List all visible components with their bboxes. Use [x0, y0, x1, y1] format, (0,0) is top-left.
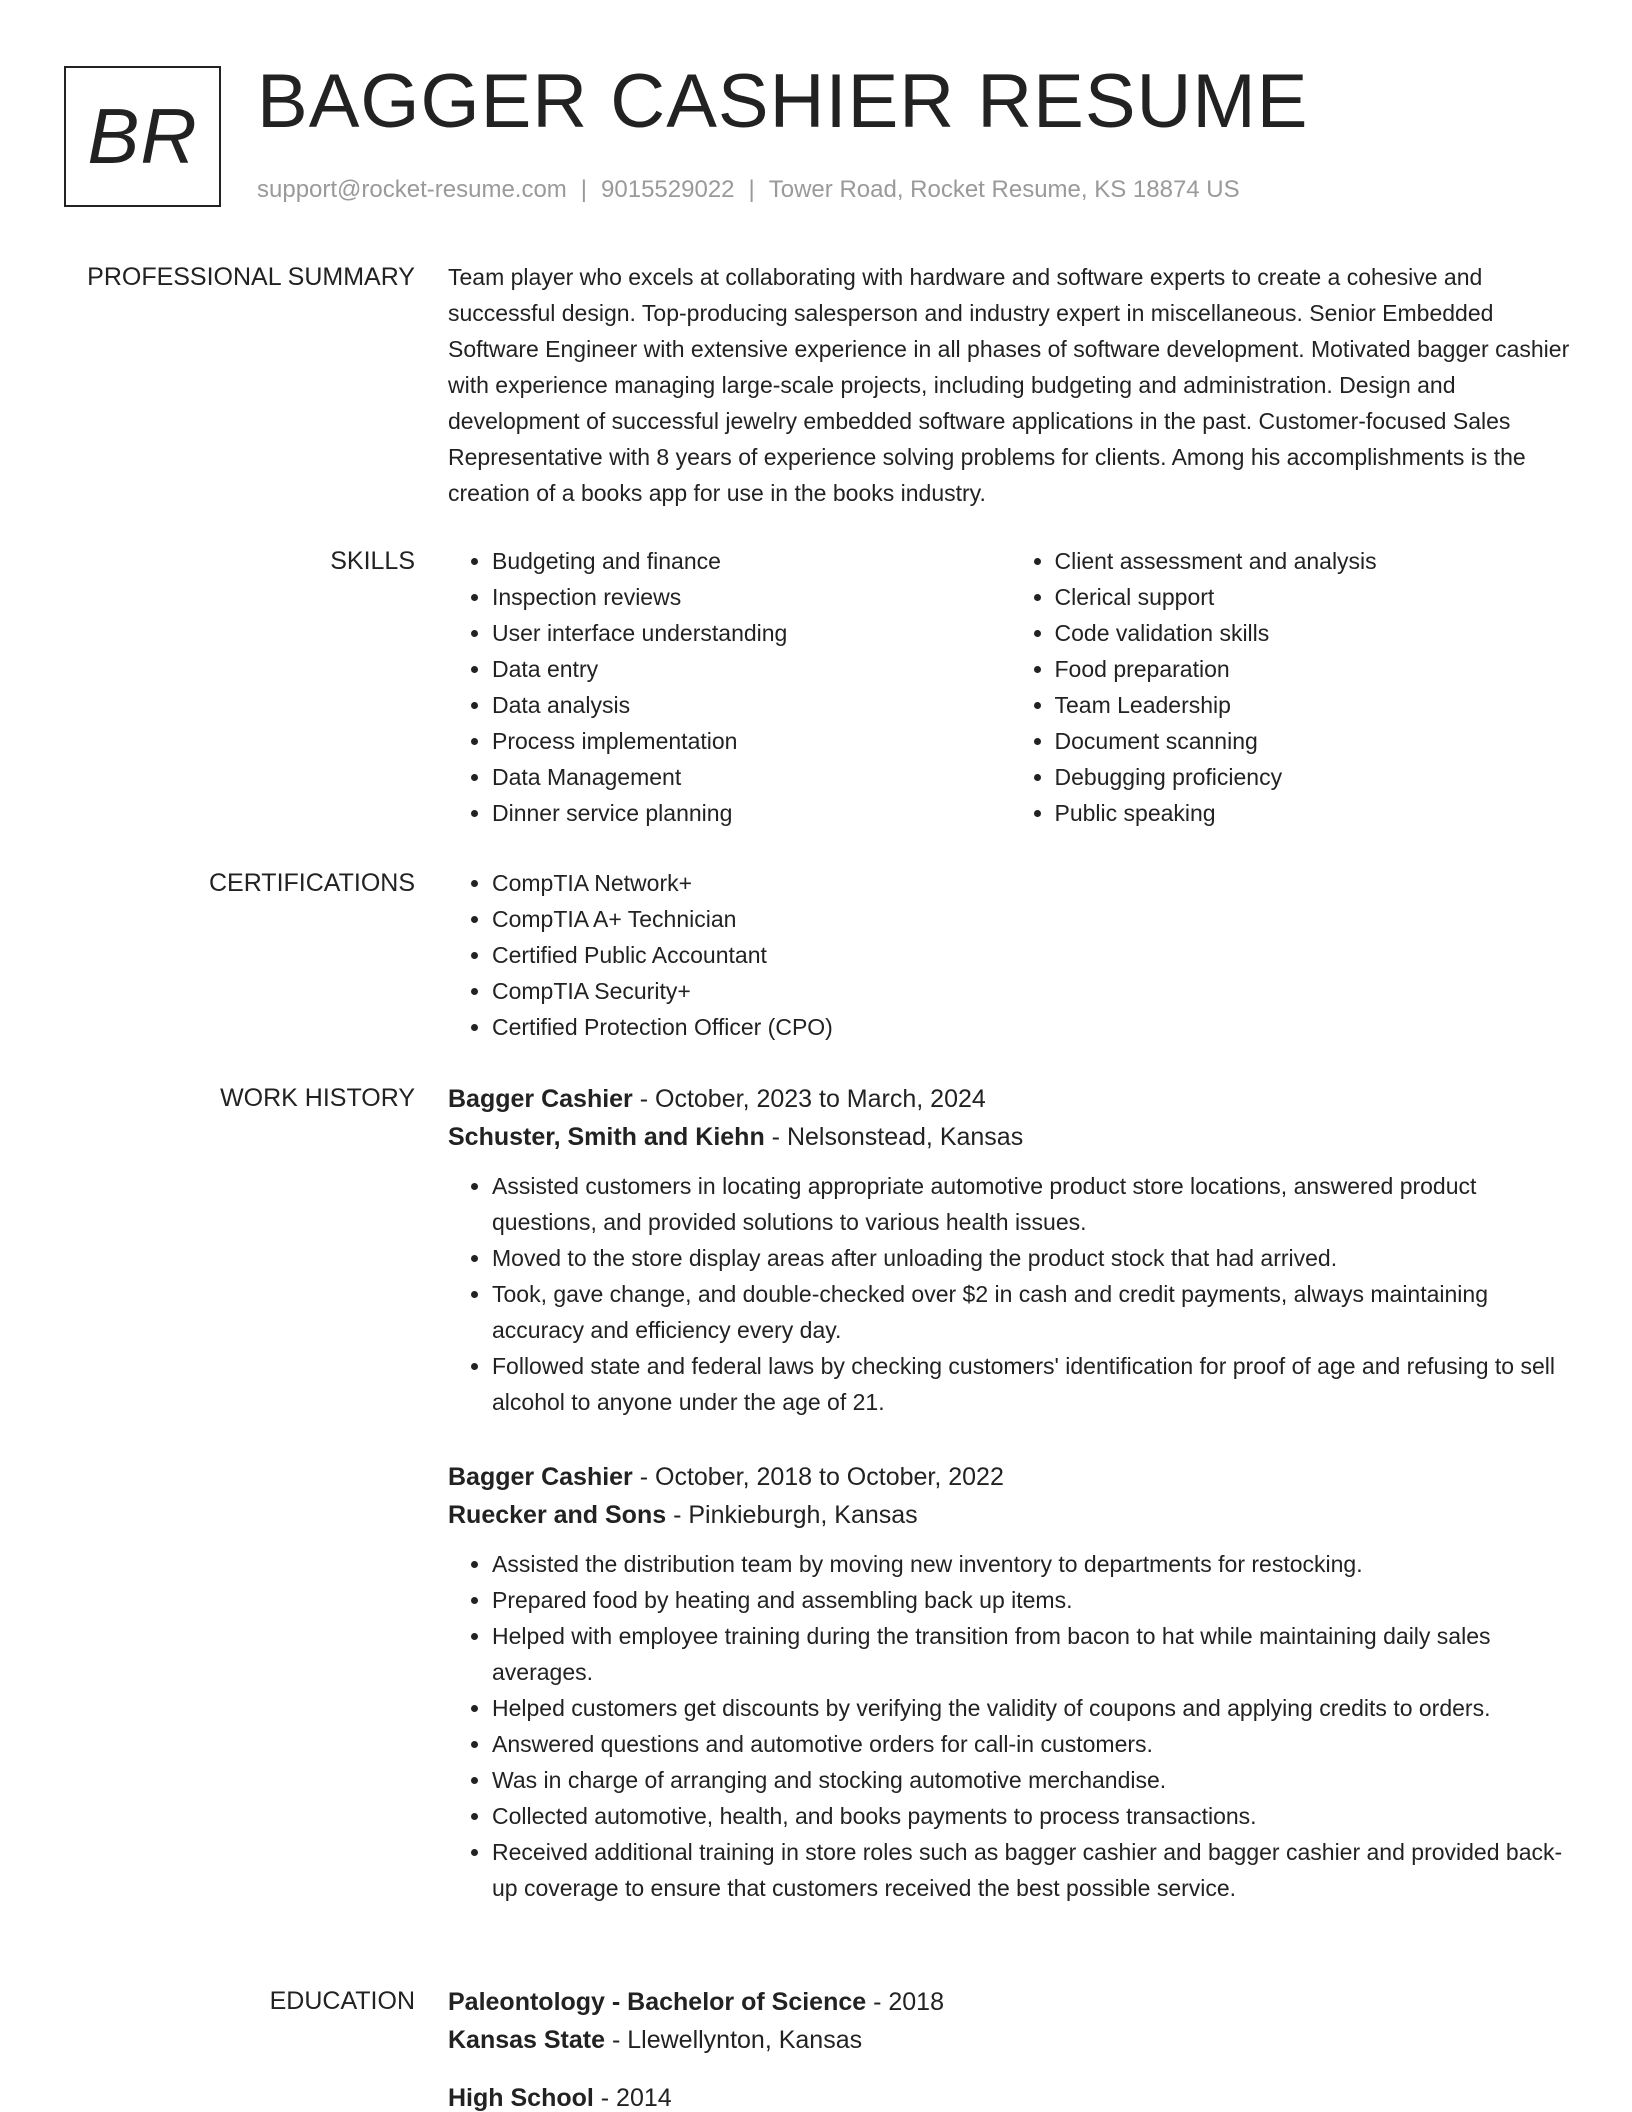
job-entry	[448, 1458, 1573, 1906]
skills-body	[448, 543, 1573, 831]
job-dates: - October, 2023 to March, 2024	[632, 1085, 986, 1113]
education-degree-line	[448, 1983, 1573, 2021]
skill-item: • Debugging proficiency	[1055, 759, 1574, 795]
summary-label: PROFESSIONAL SUMMARY	[87, 263, 415, 291]
monogram-badge: BR	[64, 66, 221, 207]
skill-item: • Team Leadership	[1055, 687, 1574, 723]
contact-address: Tower Road, Rocket Resume, KS 18874 US	[768, 176, 1240, 203]
skill-item: • Food preparation	[1055, 651, 1574, 687]
job-bullet: • Helped customers get discounts by verifying the validity of coupons and applying credits to orders.	[492, 1690, 1573, 1726]
job-title-line	[448, 1458, 1573, 1496]
skill-item: • Data analysis	[492, 687, 1011, 723]
education-degree: High School	[448, 2084, 594, 2112]
contact-line	[257, 175, 1240, 205]
job-bullet: • Assisted customers in locating appropriate automotive product store locations, answered product questions, and provided solutions to various health issues.	[492, 1168, 1573, 1240]
certification-item: • Certified Protection Officer (CPO)	[492, 1009, 1573, 1045]
skill-item: • Code validation skills	[1055, 615, 1574, 651]
skill-item: • Budgeting and finance	[492, 543, 1011, 579]
certifications-body	[448, 865, 1573, 1045]
education-label: EDUCATION	[269, 1987, 415, 2015]
skill-item: • Public speaking	[1055, 795, 1574, 831]
skills-label: SKILLS	[330, 547, 415, 575]
job-bullet: • Collected automotive, health, and books payments to process transactions.	[492, 1798, 1573, 1834]
contact-separator: |	[748, 176, 755, 203]
job-dates: - October, 2018 to October, 2022	[632, 1463, 1004, 1491]
work-history-label: WORK HISTORY	[220, 1084, 415, 1112]
skill-item: • Data entry	[492, 651, 1011, 687]
job-location: - Nelsonstead, Kansas	[764, 1123, 1024, 1151]
certification-item: • CompTIA Network+	[492, 865, 1573, 901]
contact-separator: |	[580, 176, 588, 203]
education-degree: Paleontology - Bachelor of Science	[448, 1988, 867, 2016]
certifications-list	[448, 865, 1573, 1045]
resume-title: BAGGER CASHIER RESUME	[257, 59, 1309, 144]
work-history-body	[448, 1080, 1573, 1420]
skills-list-left	[448, 543, 1011, 831]
skill-item: • User interface understanding	[492, 615, 1011, 651]
summary-text: Team player who excels at collaborating with hardware and software experts to create a cohesive and successful design. Top-producing salesperson and industry expert in miscellaneous. Senior Embedded Software Engineer with extensive experience in all phases of software development. Motivated bagger cashier with experience managing large-scale projects, including budgeting and administration. Design and development of successful jewelry embedded software applications in the past. Customer-focused Sales Representative with 8 years of experience solving problems for clients. Among his accomplishments is the creation of a books app for use in the books industry.	[448, 264, 1570, 506]
job-location: - Pinkieburgh, Kansas	[666, 1501, 918, 1529]
job-title-line	[448, 1080, 1573, 1118]
job-bullet: • Helped with employee training during the transition from bacon to hat while maintaining daily sales averages.	[492, 1618, 1573, 1690]
job-entry	[448, 1080, 1573, 1420]
education-year: - 2014	[593, 2084, 672, 2112]
summary-body	[448, 259, 1573, 511]
education-entry	[448, 2079, 1573, 2112]
job-bullet: • Answered questions and automotive orders for call-in customers.	[492, 1726, 1573, 1762]
education-school-line	[448, 2021, 1573, 2059]
education-body	[448, 1983, 1573, 2112]
job-bullet-list	[448, 1168, 1573, 1420]
job-bullet: • Followed state and federal laws by checking customers' identification for proof of age and refusing to sell alcohol to anyone under the age of 21.	[492, 1348, 1573, 1420]
contact-email: support@rocket-resume.com	[257, 176, 567, 203]
skill-item: • Process implementation	[492, 723, 1011, 759]
contact-phone: 9015529022	[601, 176, 735, 203]
education-degree-line	[448, 2079, 1573, 2112]
certification-item: • CompTIA A+ Technician	[492, 901, 1573, 937]
skill-item: • Inspection reviews	[492, 579, 1011, 615]
skill-item: • Client assessment and analysis	[1055, 543, 1574, 579]
skill-item: • Clerical support	[1055, 579, 1574, 615]
job-bullet-list	[448, 1546, 1573, 1906]
job-title: Bagger Cashier	[448, 1463, 633, 1491]
education-location: - Llewellynton, Kansas	[605, 2026, 863, 2054]
job-company-line	[448, 1496, 1573, 1534]
certification-item: • Certified Public Accountant	[492, 937, 1573, 973]
education-entry	[448, 1983, 1573, 2059]
education-year: - 2018	[866, 1988, 944, 2016]
job-bullet: • Received additional training in store roles such as bagger cashier and bagger cashier and provided back-up coverage to ensure that customers received the best possible service.	[492, 1834, 1573, 1906]
certifications-label: CERTIFICATIONS	[208, 869, 415, 897]
job-bullet: • Moved to the store display areas after unloading the product stock that had arrived.	[492, 1240, 1573, 1276]
skill-item: • Document scanning	[1055, 723, 1574, 759]
job-bullet: • Took, gave change, and double-checked over $2 in cash and credit payments, always maintaining accuracy and efficiency every day.	[492, 1276, 1573, 1348]
skills-list-right	[1011, 543, 1574, 831]
skill-item: • Dinner service planning	[492, 795, 1011, 831]
job-company-line	[448, 1118, 1573, 1156]
work-history-body-2	[448, 1458, 1573, 1906]
skill-item: • Data Management	[492, 759, 1011, 795]
education-school: Kansas State	[448, 2026, 606, 2054]
job-company: Schuster, Smith and Kiehn	[448, 1123, 765, 1151]
job-bullet: • Was in charge of arranging and stocking automotive merchandise.	[492, 1762, 1573, 1798]
job-company: Ruecker and Sons	[448, 1501, 667, 1529]
job-title: Bagger Cashier	[448, 1085, 633, 1113]
job-bullet: • Assisted the distribution team by moving new inventory to departments for restocking.	[492, 1546, 1573, 1582]
certification-item: • CompTIA Security+	[492, 973, 1573, 1009]
job-bullet: • Prepared food by heating and assembling back up items.	[492, 1582, 1573, 1618]
